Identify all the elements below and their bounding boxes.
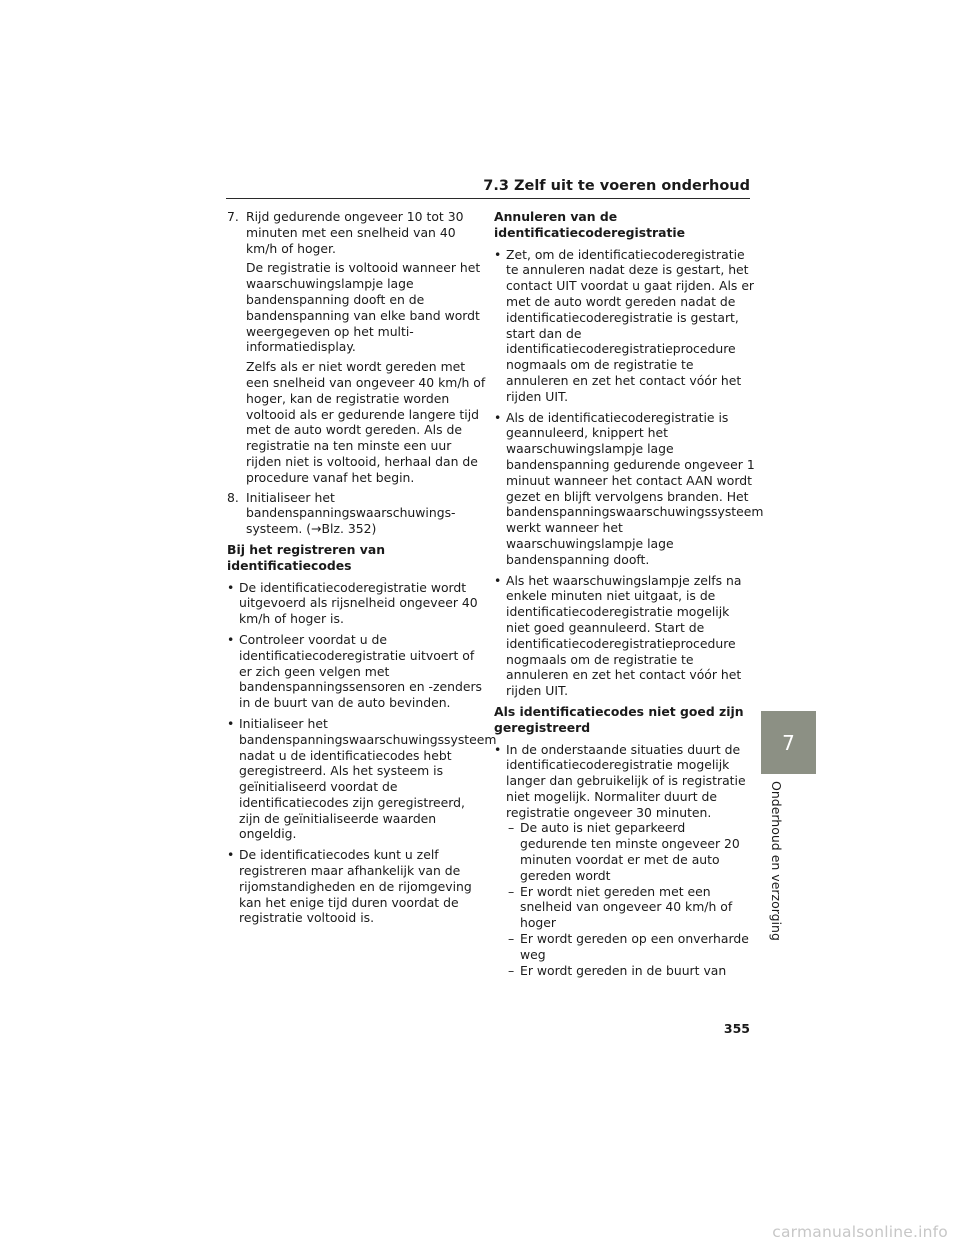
list-item xyxy=(494,742,756,979)
dash-icon: – xyxy=(508,962,515,978)
section-heading-registering: Bij het registreren van identificatiecodes xyxy=(227,541,386,573)
list-item xyxy=(494,247,756,405)
sub-item-text: Er wordt niet gereden met een snelheid van ongeveer 40 km/h of hoger xyxy=(520,883,733,931)
list-item xyxy=(227,632,489,711)
step-7 xyxy=(227,209,489,486)
list-item xyxy=(494,573,756,699)
sub-item-text: De auto is niet geparkeerd gedurende ten minste ongeveer 20 minuten voordat er met de auto gereden wordt xyxy=(520,820,740,883)
bullet-icon: • xyxy=(494,409,502,425)
page-number: 355 xyxy=(723,1021,750,1036)
chapter-label: Onderhoud en verzorging xyxy=(769,781,784,941)
left-column xyxy=(227,209,497,931)
sub-list-item xyxy=(506,931,756,963)
sub-item-text: Er wordt gereden in de buurt van xyxy=(520,962,727,978)
chapter-tab xyxy=(761,711,816,774)
list-item xyxy=(227,847,489,926)
sub-list-item xyxy=(506,884,756,931)
cancel-bullet-list xyxy=(494,246,764,699)
bullet-icon: • xyxy=(494,572,502,588)
header-divider xyxy=(226,198,750,199)
bullet-text: Als het waarschuwingslampje zelfs na enkele minuten niet uitgaat, is de identificatiecoderegistratie mogelijk niet goed geannuleerd. Start de identificatiecoderegistratieprocedure nogmaals om de registratie te annuleren en zet het contact vóór het rijden UIT. xyxy=(506,572,742,699)
dash-icon: – xyxy=(508,883,515,899)
bullet-icon: • xyxy=(494,246,502,262)
section-heading-not-registered: Als identificatiecodes niet goed zijn geregistreerd xyxy=(494,703,744,735)
bullet-icon: • xyxy=(227,847,235,863)
not-registered-bullet-list xyxy=(494,742,756,979)
sub-list-item xyxy=(506,963,756,979)
bullet-icon: • xyxy=(494,741,502,757)
dash-icon: – xyxy=(508,820,515,836)
right-column xyxy=(494,209,764,983)
bullet-text: Controleer voordat u de identificatiecoderegistratie uitvoert of er zich geen velgen met bandenspanningssensoren en -zenders in de buurt van de auto bevinden. xyxy=(239,631,482,711)
sub-list-item xyxy=(506,820,756,883)
step-8 xyxy=(227,490,489,537)
step-7-para-2: Zelfs als er niet wordt gereden met een snelheid van ongeveer 40 km/h of hoger, kan de registratie worden voltooid als er gedurende langere tijd met de auto wordt gereden. Als de registratie na ten minste een uur rijden niet is voltooid, herhaal dan de procedure vanaf het begin. xyxy=(246,359,486,485)
section-header-title: 7.3 Zelf uit te voeren onderhoud xyxy=(483,178,750,194)
bullet-icon: • xyxy=(227,631,235,647)
situation-sublist xyxy=(506,820,756,978)
watermark: carmanualsonline.info xyxy=(772,1223,948,1241)
step-7-number: 7. xyxy=(227,209,239,224)
bullet-text: De identificatiecoderegistratie wordt uitgevoerd als rijsnelheid ongeveer 40 km/h of hoger is. xyxy=(239,579,478,627)
list-item xyxy=(227,580,489,627)
bullet-text: De identificatiecodes kunt u zelf registreren maar afhankelijk van de rijomstandigheden en de rijomgeving kan het enige tijd duren voordat de registratie voltooid is. xyxy=(239,847,472,926)
bullet-text: Als de identificatiecoderegistratie is geannuleerd, knippert het waarschuwingslampje lage bandenspanning gedurende ongeveer 1 minuut wanneer het contact AAN wordt gezet en blijft vervolgens branden. Het bandenspanningswaarschuwingssysteem werkt wanneer het waarschuwingslampje lage bandenspanning dooft. xyxy=(506,409,764,567)
step-7-para-1: De registratie is voltooid wanneer het waarschuwingslampje lage bandenspanning dooft en de bandenspanning van elke band wordt weergegeven op het multi-informatiedisplay. xyxy=(246,260,481,355)
step-8-title: Initialiseer het bandenspanningswaarschuwings-systeem. (→Blz. 352) xyxy=(246,489,456,537)
registering-bullet-list xyxy=(227,579,497,927)
bullet-icon: • xyxy=(227,579,235,595)
bullet-text: In de onderstaande situaties duurt de identificatiecoderegistratie mogelijk langer dan gebruikelijk of is registratie niet mogelijk. Normaliter duurt de registratie ongeveer 30 minuten. xyxy=(506,741,746,820)
step-8-number: 8. xyxy=(227,489,239,505)
step-7-title: Rijd gedurende ongeveer 10 tot 30 minuten met een snelheid van 40 km/h of hoger. xyxy=(246,209,464,256)
bullet-icon: • xyxy=(227,715,235,731)
dash-icon: – xyxy=(508,931,515,947)
list-item xyxy=(494,409,764,568)
bullet-text: Zet, om de identificatiecoderegistratie te annuleren nadat deze is gestart, het contact UIT voordat u gaat rijden. Als er met de auto wordt gereden nadat de identificatiecoderegistratie is gestart, start dan de identificatiecoderegistratieprocedure nogmaals om de registratie te annuleren en zet het contact vóór het rijden UIT. xyxy=(506,246,755,404)
list-item xyxy=(227,715,497,842)
bullet-text: Initialiseer het bandenspanningswaarschuwingssysteem nadat u de identificatiecodes hebt geregistreerd. Als het systeem is geïnitialiseerd voordat de identificatiecodes zijn geregistreerd, zijn de geïnitialiseerde waarden ongeldig. xyxy=(239,715,497,842)
chapter-number: 7 xyxy=(782,730,795,755)
section-heading-cancel: Annuleren van de identificatiecoderegistratie xyxy=(494,209,686,240)
sub-item-text: Er wordt gereden op een onverharde weg xyxy=(520,931,749,962)
